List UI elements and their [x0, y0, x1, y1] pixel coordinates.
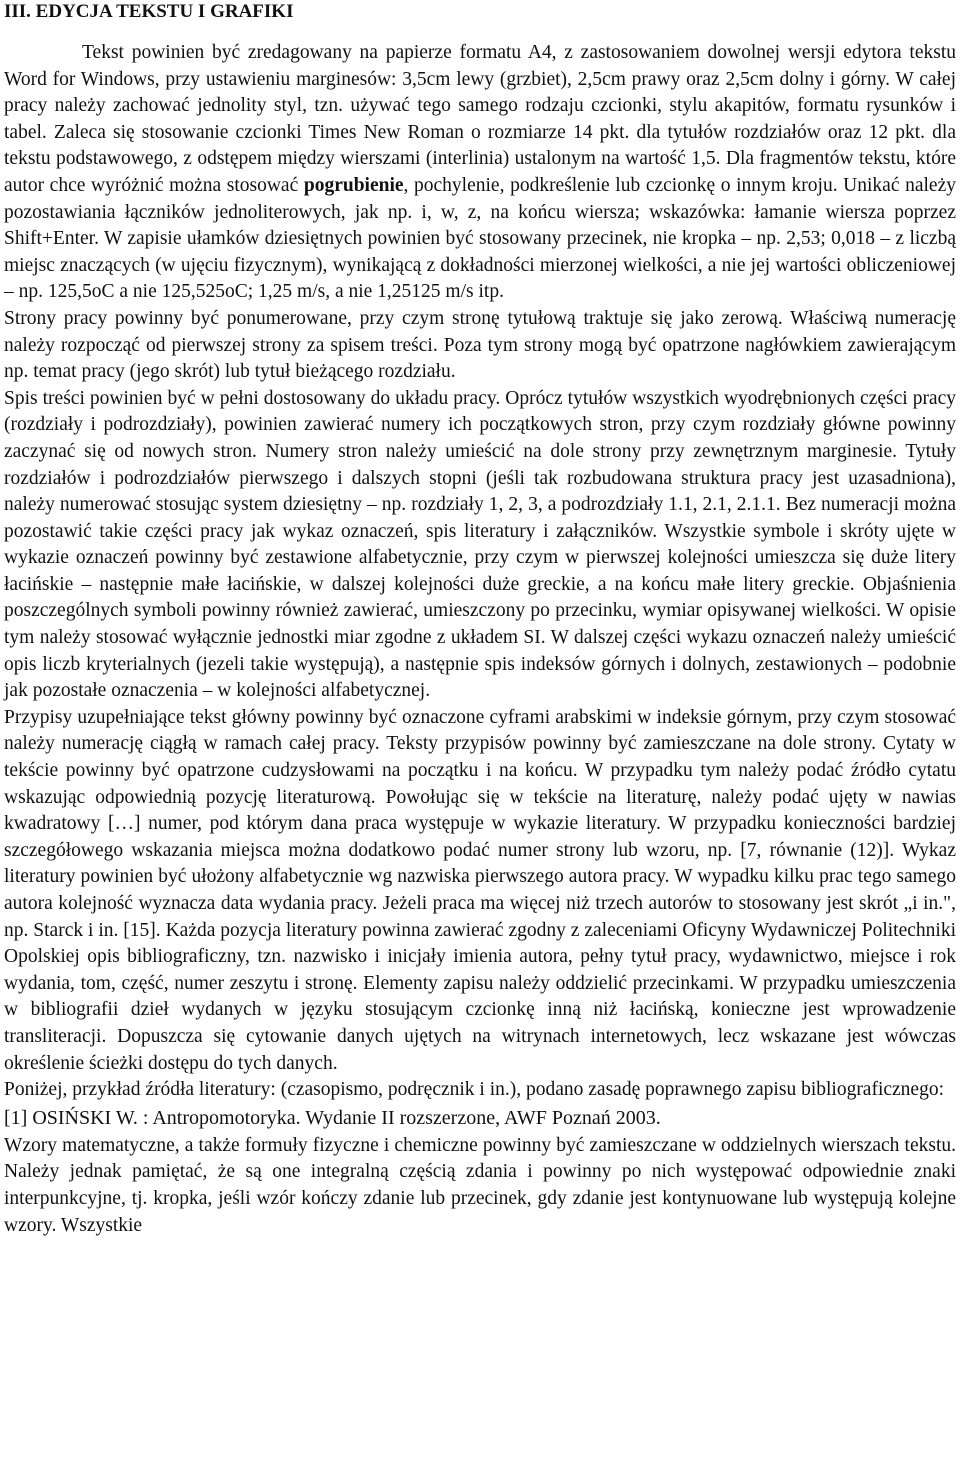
paragraph-formatting: [4, 40, 956, 306]
paragraph-bibliography-intro: Poniżej, przykład źródła literatury: (czasopismo, podręcznik i in.), podano zasadę poprawnego zapisu bibliograficznego:: [4, 1079, 945, 1101]
paragraph-table-of-contents: Spis treści powinien być w pełni dostosowany do układu pracy. Oprócz tytułów wszystkich wyodrębnionych części pracy (rozdziały i podrozdziały), powinien zawierać numery ich początkowych stron, przy czym rozdziały główne powinny zaczynać się od nowych stron. Numery stron należy umieścić na dole strony przy zewnętrznym marginesie. Tytuły rozdziałów i podrozdziałów pierwszego i dalszych stopni (jeśli tak rozbudowana struktura pracy jest uzasadniona), należy numerować stosując system dziesiętny – np. rozdziały 1, 2, 3, a podrozdziały 1.1, 2.1, 2.1.1. Bez numeracji można pozostawić takie części pracy jak wykaz oznaczeń, spis literatury i załączników. Wszystkie symbole i skróty ujęte w wykazie oznaczeń powinny być zestawione alfabetycznie, przy czym w pierwszej kolejności umieszcza się duże litery łacińskie – następnie małe łacińskie, w dalszej kolejności duże greckie, a na końcu małe litery greckie. Objaśnienia poszczególnych symboli powinny również zawierać, umieszczony po przecinku, wymiar opisywanej wielkości. W opisie tym należy stosować wyłącznie jednostki miar zgodne z układem SI. W dalszej części wykazu oznaczeń należy umieścić opis liczb kryterialnych (jezeli takie występują), a następnie spis indeksów górnych i dolnych, zestawionych – podobnie jak pozostałe oznaczenia – w kolejności alfabetycznej.: [4, 387, 956, 702]
paragraph-formatting-text-2: , pochylenie, podkreślenie lub czcionkę o innym kroju. Unikać należy pozostawiania łączników jednoliterowych, jak np. i, w, z, na końcu wiersza; wskazówka: łamanie wiersza poprzez Shift+Enter. W zapisie ułamków dziesiętnych powinien być stosowany przecinek, nie kropka – np. 2,53; 0,018 – z liczbą miejsc znaczących (w ujęciu fizycznym), wynikającą z dokładności mierzonej wielkości, a nie jej wartości obliczeniowej – np. 125,5oC a nie 125,525oC; 1,25 m/s, a nie 1,25125 m/s itp.: [4, 174, 956, 303]
paragraph-page-numbering: Strony pracy powinny być ponumerowane, przy czym stronę tytułową traktuje się jako zerową. Właściwą numerację należy rozpocząć od pierwszej strony za spisem treści. Poza tym strony mogą być opatrzone nagłówkiem zawierającym np. temat pracy (jego skrót) lub tytuł bieżącego rozdziału.: [4, 307, 956, 383]
bold-example-word: pogrubienie: [303, 174, 404, 196]
paragraph-formulas: Wzory matematyczne, a także formuły fizyczne i chemiczne powinny być zamieszczane w oddzielnych wierszach tekstu. Należy jednak pamiętać, że są one integralną częścią zdania i powinny po nich występować odpowiednie znaki interpunkcyjne, tj. kropka, jeśli wzór kończy zdanie lub przecinek, gdy zdanie jest kontynuowane lub występują kolejne wzory. Wszystkie: [4, 1134, 956, 1236]
paragraph-footnotes-citations: Przypisy uzupełniające tekst główny powinny być oznaczone cyframi arabskimi w indeksie górnym, przy czym stosować należy numerację ciągłą w ramach całej pracy. Teksty przypisów powinny być zamieszczane na dole strony. Cytaty w tekście powinny być opatrzone cudzysłowami na początku i na końcu. W przypadku tym należy podać źródło cytatu wskazując odpowiednią pozycję literaturową. Powołując się w tekście na literaturę, należy podać ujęty w nawias kwadratowy […] numer, pod którym dana praca występuje w wykazie literatury. W przypadku konieczności bardziej szczegółowego wskazania miejsca można dodatkowo podać numer strony lub wzoru, np. [7, równanie (12)]. Wykaz literatury powinien być ułożony alfabetycznie wg nazwiska pierwszego autora pracy. W wypadku kilku prac tego samego autora kolejność wyznacza data wydania pracy. Jeżeli praca ma więcej niż trzech autorów to stosowany jest skrót „i in.", np. Starck i in. [15]. Każda pozycja literatury powinna zawierać zgodny z zaleceniami Oficyny Wydawniczej Politechniki Opolskiej opis bibliograficzny, tzn. nazwisko i inicjały imienia autora, pełny tytuł pracy, wydawnictwo, miejsce i rok wydania, tom, część, numer zeszytu i stronę. Elementy zapisu należy oddzielić przecinkami. W przypadku umieszczenia w bibliografii dzieł wydanych w języku stosującym czcionkę inną niż łacińską, konieczne jest wprowadzenie transliteracji. Dopuszcza się cytowanie danych ujętych na witrynach internetowych, lecz wskazane jest wówczas określenie ścieżki dostępu do tych danych.: [4, 706, 956, 1074]
bibliography-example: [1] OSIŃSKI W. : Antropomotoryka. Wydanie II rozszerzone, AWF Poznań 2003.: [4, 1106, 661, 1129]
paragraph-formatting-text-1: Tekst powinien być zredagowany na papierze formatu A4, z zastosowaniem dowolnej wersji edytora tekstu Word for Windows, przy ustawieniu marginesów: 3,5cm lewy (grzbiet), 2,5cm prawy oraz 2,5cm dolny i górny. W całej pracy należy zachować jednolity styl, tzn. używać tego samego rodzaju czcionki, stylu akapitów, formatu rysunków i tabel. Zaleca się stosowanie czcionki Times New Roman o rozmiarze 14 pkt. dla tytułów rozdziałów oraz 12 pkt. dla tekstu podstawowego, z odstępem między wierszami (interlinia) ustalonym na wartość 1,5. Dla fragmentów tekstu, które autor chce wyróżnić można stosować: [4, 42, 956, 196]
section-heading: III. EDYCJA TEKSTU I GRAFIKI: [4, 1, 294, 22]
